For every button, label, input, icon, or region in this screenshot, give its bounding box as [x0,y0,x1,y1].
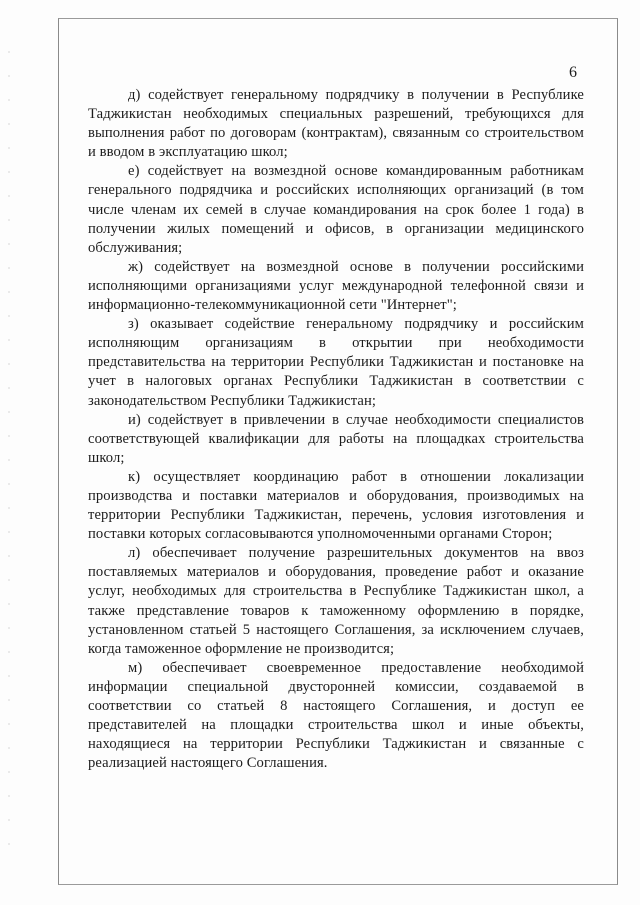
paragraph-i: и) содействует в привлечении в случае необходимости специалистов соответствующей квалификации для работы на площадках строительства школ; [88,411,584,466]
paragraph-k: к) осуществляет координацию работ в отношении локализации производства и поставки материалов и оборудования, производимых на территории Республики Таджикистан, перечень, условия изготовления и поставки которых согласовываются уполномоченными органами Сторон; [88,468,584,543]
page-number: 6 [569,64,577,81]
paragraph-m: м) обеспечивает своевременное предоставление необходимой информации специальной двусторонней комиссии, создаваемой в соответствии со статьей 8 настоящего Соглашения, и доступ ее представителей на площадки строительства школ и иные объекты, находящиеся на территории Республики Таджикистан и связанные с реализацией настоящего Соглашения. [88,659,584,772]
paragraph-l: л) обеспечивает получение разрешительных документов на ввоз поставляемых материалов и оборудования, проведение работ и оказание услуг, необходимых для строительства в Республике Таджикистан школ, а также представление товаров к таможенному оформлению в порядке, установленном статьей 5 настоящего Соглашения, за исключением случаев, когда таможенное оформление не производится; [88,545,584,657]
paragraph-e: е) содействует на возмездной основе командированным работникам генерального подрядчика и российских исполняющих организаций (в том числе членам их семей в случае командирования на срок более 1 года) в получении жилых помещений и офисов, в организации медицинского обслуживания; [88,163,584,256]
paragraph-d: д) содействует генеральному подрядчику в получении в Республике Таджикистан необходимых специальных разрешений, требующихся для выполнения работ по договорам (контрактам), связанным со строительством и вводом в эксплуатацию школ; [88,87,584,161]
paragraph-zh: ж) содействует на возмездной основе в получении российскими исполняющими организациями услуг международной телефонной связи и информационно-телекоммуникационной сети "Интернет"; [88,258,584,314]
scan-margin-dots [6,40,12,860]
paragraph-z: з) оказывает содействие генеральному подрядчику и российским исполняющим организациям в открытии при необходимости представительства на территории Республики Таджикистан и постановке на учет в налоговых органах Республики Таджикистан в соответствии с законодательством Республики Таджикистан; [88,316,584,409]
document-body [88,86,584,773]
